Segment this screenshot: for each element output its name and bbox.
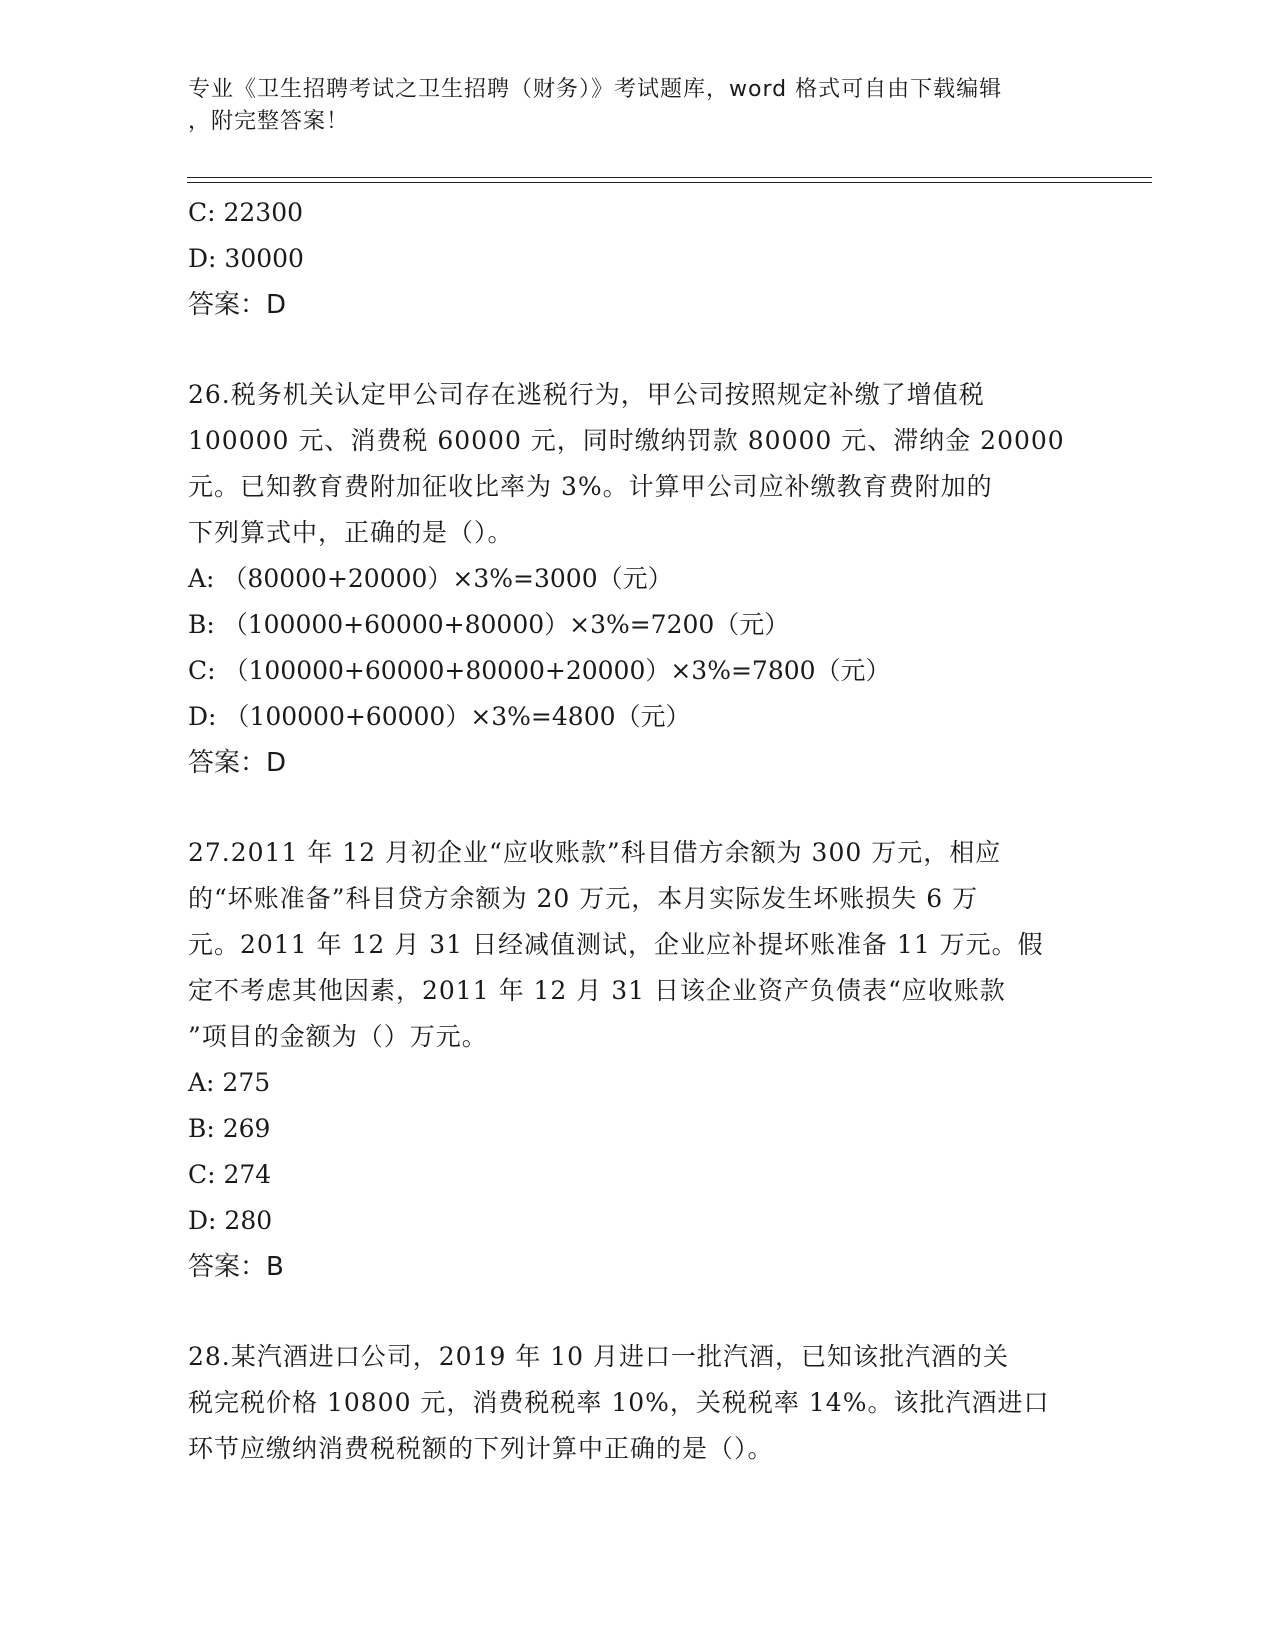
question-text-line: ”项目的金额为（）万元。 — [188, 1022, 488, 1051]
question-text-line: 26.税务机关认定甲公司存在逃税行为，甲公司按照规定补缴了增值税 — [188, 380, 985, 409]
question-text-line: 27.2011 年 12 月初企业“应收账款”科目借方余额为 300 万元，相应 — [188, 838, 1002, 867]
option-b: B: 269 — [188, 1114, 271, 1143]
document-body — [188, 190, 1088, 1472]
header-divider-top — [187, 177, 1152, 178]
answer: 答案：D — [188, 290, 287, 320]
option-c: C: 22300 — [188, 198, 304, 227]
option-d: D: 30000 — [188, 244, 304, 273]
answer: 答案：B — [188, 1252, 284, 1282]
question-26 — [188, 372, 1088, 786]
question-text-line: 元。2011 年 12 月 31 日经减值测试，企业应补提坏账准备 11 万元。假 — [188, 930, 1044, 959]
question-27 — [188, 830, 1088, 1290]
option-c: C: （100000+60000+80000+20000）×3%=7800（元） — [188, 656, 891, 685]
question-text-line: 100000 元、消费税 60000 元，同时缴纳罚款 80000 元、滞纳金 20000 — [188, 426, 1065, 455]
option-b: B: （100000+60000+80000）×3%=7200（元） — [188, 610, 790, 639]
question-text-line: 环节应缴纳消费税税额的下列计算中正确的是（）。 — [188, 1434, 774, 1463]
question-25-tail — [188, 190, 1088, 328]
header-divider-bottom — [187, 182, 1152, 183]
question-text-line: 28.某汽酒进口公司，2019 年 10 月进口一批汽酒，已知该批汽酒的关 — [188, 1342, 1010, 1371]
spacer — [188, 1290, 1088, 1334]
option-a: A: （80000+20000）×3%=3000（元） — [188, 564, 673, 593]
document-header — [188, 74, 1068, 138]
question-text-line: 下列算式中，正确的是（）。 — [188, 518, 514, 547]
spacer — [188, 328, 1088, 372]
question-text-line: 税完税价格 10800 元，消费税税率 10%，关税税率 14%。该批汽酒进口 — [188, 1388, 1050, 1417]
question-text-line: 元。已知教育费附加征收比率为 3%。计算甲公司应补缴教育费附加的 — [188, 472, 993, 501]
option-d: D: 280 — [188, 1206, 273, 1235]
header-line-1: 专业《卫生招聘考试之卫生招聘（财务）》考试题库，word 格式可自由下载编辑 — [188, 77, 1003, 102]
option-d: D: （100000+60000）×3%=4800（元） — [188, 702, 691, 731]
question-text-line: 的“坏账准备”科目贷方余额为 20 万元，本月实际发生坏账损失 6 万 — [188, 884, 979, 913]
option-c: C: 274 — [188, 1160, 272, 1189]
option-a: A: 275 — [188, 1068, 271, 1097]
question-text-line: 定不考虑其他因素，2011 年 12 月 31 日该企业资产负债表“应收账款 — [188, 976, 1006, 1005]
header-line-2: ，附完整答案！ — [188, 109, 350, 134]
answer: 答案：D — [188, 748, 287, 778]
spacer — [188, 786, 1088, 830]
question-28 — [188, 1334, 1088, 1472]
